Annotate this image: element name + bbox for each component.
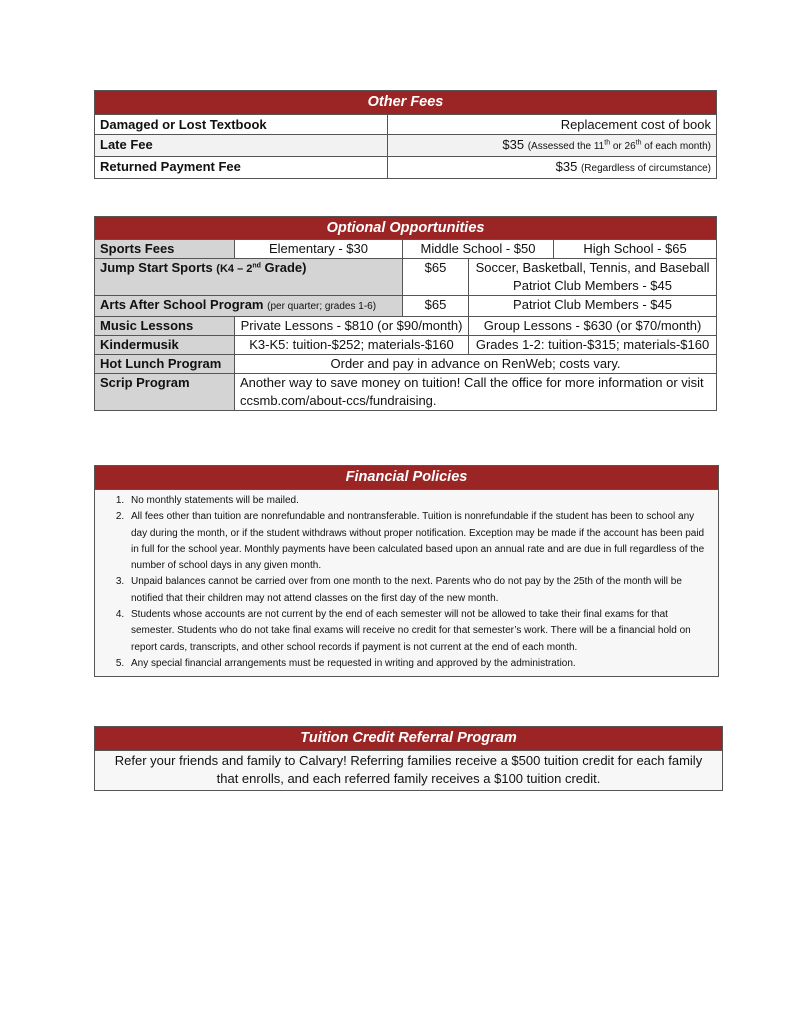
fee-note: (Regardless of circumstance) [580,163,711,174]
jumpstart-grade-sup: nd [252,262,261,270]
fee-note-sup: th [604,139,611,147]
music-private: Private Lessons - $810 (or $90/month) [235,317,469,336]
fee-note-part: or 26 [610,141,636,152]
policy-list [103,493,712,672]
music-label: Music Lessons [95,317,235,336]
lunch-label: Hot Lunch Program [95,355,235,374]
arts-label-note: (per quarter; grades 1-6) [267,301,377,312]
fee-note-part: of each month) [641,141,711,152]
jumpstart-grade [216,263,261,275]
arts-member-price: Patriot Club Members - $45 [469,296,717,317]
jumpstart-price: $65 [403,259,469,296]
table-row [95,157,717,179]
table-row [95,355,717,374]
kindermusik-k: K3-K5: tuition-$252; materials-$160 [235,336,469,355]
policy-item: 3. Unpaid balances cannot be carried over from one month to the next. Parents who do not pay by the 25th of the month will be notified that their children may not attend classes on the first day of the new month. [127,574,712,607]
fee-label: Returned Payment Fee [95,157,388,179]
referral-table [94,726,723,791]
fee-note-sup: th [635,139,642,147]
scrip-desc: Another way to save money on tuition! Call the office for more information or visit ccsmb.com/about-ccs/fundraising. [235,374,717,411]
table-row [95,259,717,296]
table-row [95,336,717,355]
policy-item: 5. Any special financial arrangements must be requested in writing and approved by the administration. [127,656,712,672]
lunch-desc: Order and pay in advance on RenWeb; costs vary. [235,355,717,374]
referral-title: Tuition Credit Referral Program [95,727,723,751]
jumpstart-grade-post: Grade) [260,260,307,275]
jumpstart-label-text: Jump Start Sports [100,260,217,275]
fee-amount: $35 [555,159,578,174]
table-row [95,135,717,157]
referral-body: Refer your friends and family to Calvary! Referring families receive a $500 tuition credit for each family that enrolls, and each referred family receives a $100 tuition credit. [95,751,723,791]
jumpstart-member-price: Patriot Club Members - $45 [513,278,672,293]
jumpstart-desc [469,259,717,296]
financial-title: Financial Policies [95,466,719,490]
table-row [95,296,717,317]
scrip-label: Scrip Program [95,374,235,411]
financial-body [95,490,719,677]
arts-price: $65 [403,296,469,317]
kindermusik-grades: Grades 1-2: tuition-$315; materials-$160 [469,336,717,355]
sports-middle: Middle School - $50 [403,240,554,259]
fee-amount: $35 [502,137,525,152]
table-row [95,240,717,259]
table-row [95,374,717,411]
fee-note [528,141,711,152]
sports-high: High School - $65 [554,240,717,259]
fee-note-part: (Assessed the 11 [527,141,605,152]
kindermusik-label: Kindermusik [95,336,235,355]
sports-label: Sports Fees [95,240,235,259]
policy-item: 4. Students whose accounts are not current by the end of each semester will not be allowed to take their final exams for that semester. Students who do not take final exams will receive no credit for that semester’s work. There will be a financial hold on report cards, transcripts, and other school records if payment is not current at the end of each month. [127,607,712,656]
jumpstart-sports: Soccer, Basketball, Tennis, and Baseball [475,260,710,275]
arts-label [95,296,403,317]
policy-item: 2. All fees other than tuition are nonrefundable and nontransferable. Tuition is nonrefundable if the student has been to school any day during the month, or if the student withdraws without proper notification. Exception may be made if the account has been paid in full for the school year. Monthly payments have been calculated based upon an annual rate and are due in full regardless of the number of school days in any given month. [127,509,712,574]
fee-value [388,135,717,157]
table-row [95,317,717,336]
fee-label: Damaged or Lost Textbook [95,115,388,135]
optional-opportunities-table [94,216,717,411]
fee-value [388,157,717,179]
financial-policies-table [94,465,719,677]
table-row [95,115,717,135]
optional-title: Optional Opportunities [95,217,717,240]
sports-elementary: Elementary - $30 [235,240,403,259]
other-fees-table [94,90,717,179]
policy-item: 1. No monthly statements will be mailed. [127,493,712,509]
music-group: Group Lessons - $630 (or $70/month) [469,317,717,336]
jumpstart-label [95,259,403,296]
other-fees-title: Other Fees [95,91,717,115]
fee-label: Late Fee [95,135,388,157]
arts-label-text: Arts After School Program [100,297,268,312]
fee-value: Replacement cost of book [388,115,717,135]
jumpstart-grade-part: (K4 – 2 [216,263,253,275]
